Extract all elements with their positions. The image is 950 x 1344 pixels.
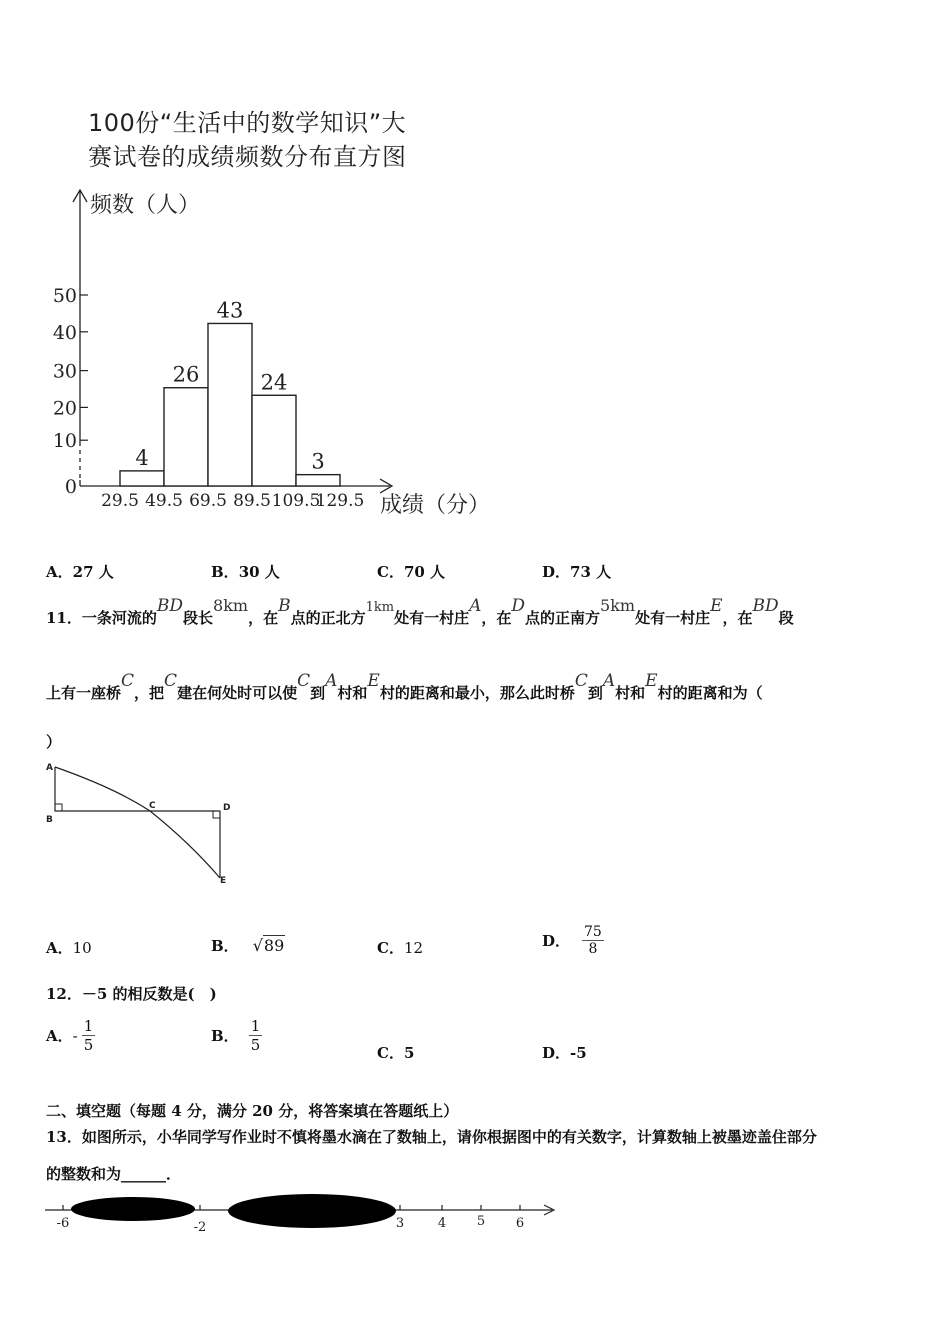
bar-value-label: 3 [311,449,325,474]
ink-blot-1 [71,1197,195,1221]
q12-option-c[interactable] [377,1042,414,1063]
point-c-label: C [149,801,156,811]
point-e-label: E [220,876,227,886]
option-text: 10 [72,939,92,957]
q12-stem: 12．－5 的相反数是( ) [46,985,217,1003]
y-axis-label: 频数（人） [90,193,201,218]
q13-number-line [40,1188,570,1238]
ink-blot-2 [228,1194,396,1228]
sqrt-radicand: 89 [263,936,285,955]
bar-value-label: 26 [172,362,200,387]
q13-stem-line1: 13．如图所示，小华同学写作业时不慎将墨水滴在了数轴上，请你根据图中的有关数字，计算数轴上被墨迹盖住部分 [46,1128,817,1146]
bar-49.5-69.5 [164,388,208,486]
fraction-denominator: 5 [250,1036,261,1054]
q10-option-a[interactable] [46,561,114,582]
bar-69.5-89.5 [208,323,252,486]
q11-option-b[interactable] [211,935,285,956]
bar-value-label: 4 [135,445,149,470]
number-line-label: -6 [56,1216,70,1231]
fraction [249,1017,263,1054]
option-letter: A． [46,1027,73,1045]
fraction [82,1017,96,1054]
option-text: 27 人 [72,563,114,581]
option-letter: A． [46,939,73,957]
right-angle-d [213,811,220,818]
q11-option-c[interactable] [377,937,423,958]
option-letter: A． [46,563,73,581]
option-text: 5 [403,1044,415,1062]
fraction [582,924,604,957]
option-letter: B． [211,1027,239,1045]
y-ticks [53,285,88,498]
q12-option-a[interactable] [46,1017,95,1054]
q11-stem-line2: 上有一座桥C，把C建在何处时可以使C到A村和E村的距离和最小，那么此时桥C到A村和E村的距离和为（ [46,671,763,702]
histogram-chart [40,180,520,525]
y-tick-label: 20 [52,397,77,420]
right-angle-b [55,804,62,811]
option-letter: C． [377,563,404,581]
sqrt-icon: √ [252,936,263,955]
number-line-label: -2 [193,1220,207,1235]
section2-heading: 二、填空题（每题 4 分，满分 20 分，将答案填在答题纸上） [46,1102,459,1120]
bar-value-label: 24 [260,370,288,395]
option-letter: D． [542,932,571,950]
fraction-numerator: 1 [250,1017,261,1035]
number-line-label: 4 [437,1216,447,1231]
y-tick-label: 50 [52,285,77,307]
q11-stem-line3: ） [46,733,62,751]
fraction-numerator: 75 [584,924,602,940]
bar-89.5-109.5 [252,395,296,486]
option-letter: D． [542,1044,571,1062]
x-tick-label: 129.5 [315,491,365,511]
sqrt-expression [253,936,286,955]
q10-option-b[interactable] [211,561,280,582]
x-axis-label: 成绩（分） [380,493,491,518]
number-line-label: 6 [515,1216,525,1231]
q11-river-diagram [40,758,240,888]
x-tick-label: 29.5 [101,491,139,511]
point-d-label: D [223,803,231,813]
histogram-title-line1: 100份“生活中的数学知识”大 [88,109,407,137]
q12-option-b[interactable] [211,1017,262,1054]
q10-option-d[interactable] [542,561,611,582]
y-tick-label: 40 [52,321,77,344]
y-tick-label: 0 [64,476,77,498]
point-a-label: A [46,763,53,773]
fraction-numerator: 1 [83,1017,94,1035]
option-letter: C． [377,1044,404,1062]
x-tick-label: 69.5 [189,491,227,511]
segment-ace [55,767,220,878]
option-text: -5 [570,1044,587,1062]
q11-stem-line1: 11．一条河流的BD段长8km，在B点的正北方1km处有一村庄A，在D点的正南方5km处有一村庄E，在BD段 [46,596,794,627]
option-text: 73 人 [570,563,612,581]
q11-option-d[interactable] [542,924,604,957]
option-letter: C． [377,939,404,957]
q11-option-a[interactable] [46,937,92,958]
number-line-label: 5 [476,1214,486,1229]
bar-109.5-129.5 [296,475,340,486]
q10-option-c[interactable] [377,561,445,582]
histogram-title-line2: 赛试卷的成绩频数分布直方图 [88,143,407,171]
y-tick-label: 30 [52,360,77,383]
option-letter: D． [542,563,571,581]
bars [120,323,340,486]
number-line-label: 3 [395,1216,405,1231]
q13-stem-line2: 的整数和为______． [46,1165,182,1183]
fraction-denominator: 5 [83,1036,94,1054]
point-b-label: B [46,815,53,825]
bar-value-label: 43 [216,298,244,323]
x-tick-label: 49.5 [145,491,183,511]
x-ticks [101,491,364,511]
option-text: 70 人 [403,563,446,581]
x-tick-label: 109.5 [271,491,321,511]
option-letter: B． [211,937,239,955]
option-text: 12 [403,939,424,957]
y-tick-label: 10 [52,430,77,453]
bar-29.5-49.5 [120,471,164,486]
minus-sign: - [72,1026,78,1045]
fraction-denominator: 8 [588,941,598,957]
x-tick-label: 89.5 [233,491,271,511]
q12-option-d[interactable] [542,1042,587,1063]
option-text: 30 人 [238,563,280,581]
option-letter: B． [211,563,239,581]
